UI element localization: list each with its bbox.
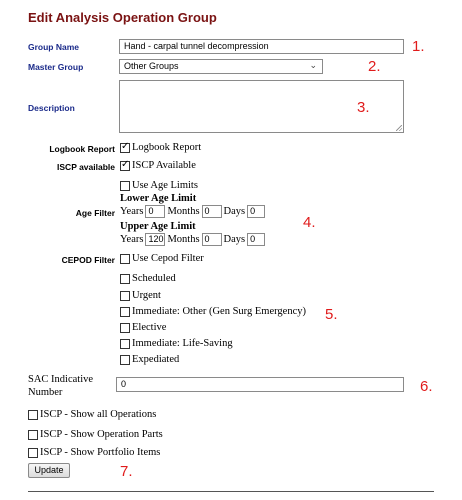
resize-grip-icon[interactable] [396,125,402,131]
group-name-label: Group Name [28,42,80,52]
use-cepod-filter-checkbox[interactable] [120,254,130,264]
iscp-show-portfolio-items-label: ISCP - Show Portfolio Items [40,447,161,458]
master-group-label: Master Group [28,62,84,72]
cepod-scheduled-checkbox[interactable] [120,274,130,284]
master-group-value: Other Groups [124,61,179,71]
iscp-show-all-operations-checkbox[interactable] [28,410,38,420]
cepod-option-immediate-other[interactable] [120,306,306,317]
cepod-option-label: Expediated [132,354,180,365]
cepod-elective-checkbox[interactable] [120,323,130,333]
page-title: Edit Analysis Operation Group [28,10,217,25]
annotation-6: 6. [420,378,433,395]
update-button[interactable]: Update [28,463,70,478]
use-age-limits-row[interactable] [120,180,198,191]
cepod-option-label: Elective [132,322,167,333]
iscp-show-operation-parts-row[interactable] [28,429,163,440]
sac-label-line2: Number [28,387,63,398]
iscp-available-checkbox[interactable] [120,161,130,171]
sac-label-line1: SAC Indicative [28,374,94,385]
annotation-5: 5. [325,306,338,323]
lower-days-input[interactable]: 0 [247,205,265,218]
iscp-show-operation-parts-checkbox[interactable] [28,430,38,440]
cepod-option-elective[interactable] [120,322,166,333]
bottom-divider [28,491,434,492]
upper-age-row [120,233,265,246]
master-group-select[interactable] [119,59,323,74]
use-age-limits-checkbox[interactable] [120,181,130,191]
upper-days-input[interactable]: 0 [247,233,265,246]
iscp-show-all-operations-label: ISCP - Show all Operations [40,409,157,420]
use-cepod-filter-row[interactable] [120,253,204,264]
lower-months-label: Months [167,206,200,217]
cepod-option-label: Immediate: Life-Saving [132,338,233,349]
upper-age-limit-title: Upper Age Limit [120,221,196,232]
description-label: Description [28,103,75,113]
cepod-option-label: Urgent [132,290,161,301]
logbook-report-checkbox[interactable] [120,143,130,153]
iscp-show-portfolio-items-checkbox[interactable] [28,448,38,458]
use-cepod-filter-label: Use Cepod Filter [132,253,204,264]
iscp-available-checkbox-label: ISCP Available [132,160,196,171]
annotation-7: 7. [120,463,133,480]
cepod-option-label: Scheduled [132,273,176,284]
group-name-input[interactable]: Hand - carpal tunnel decompression [119,39,404,54]
annotation-3: 3. [357,99,370,116]
lower-years-input[interactable]: 0 [145,205,165,218]
cepod-option-urgent[interactable] [120,290,161,301]
cepod-immediate-other-checkbox[interactable] [120,307,130,317]
use-age-limits-label: Use Age Limits [132,180,198,191]
logbook-report-checkbox-label: Logbook Report [132,142,202,153]
cepod-life-saving-checkbox[interactable] [120,339,130,349]
lower-days-label: Days [223,206,246,217]
lower-age-limit-title: Lower Age Limit [120,193,197,204]
age-filter-label: Age Filter [75,208,115,218]
iscp-show-operation-parts-label: ISCP - Show Operation Parts [40,429,163,440]
logbook-report-label: Logbook Report [49,144,115,154]
cepod-option-immediate-life-saving[interactable] [120,338,233,349]
chevron-down-icon: ⌄ [309,60,317,70]
logbook-report-checkbox-row[interactable] [120,142,201,153]
lower-years-label: Years [120,206,144,217]
annotation-1: 1. [412,38,425,55]
sac-indicative-number-input[interactable]: 0 [116,377,404,392]
upper-years-input[interactable]: 120 [145,233,165,246]
upper-months-input[interactable]: 0 [202,233,222,246]
annotation-4: 4. [303,214,316,231]
upper-months-label: Months [167,234,200,245]
cepod-filter-label: CEPOD Filter [61,255,115,265]
lower-age-row [120,205,265,218]
iscp-available-label: ISCP available [57,162,115,172]
iscp-show-portfolio-items-row[interactable] [28,447,160,458]
cepod-option-label: Immediate: Other (Gen Surg Emergency) [132,306,306,317]
cepod-option-scheduled[interactable] [120,273,176,284]
cepod-option-expediated[interactable] [120,354,179,365]
upper-days-label: Days [223,234,246,245]
iscp-show-all-operations-row[interactable] [28,409,156,420]
cepod-expediated-checkbox[interactable] [120,355,130,365]
iscp-available-checkbox-row[interactable] [120,160,196,171]
annotation-2: 2. [368,58,381,75]
cepod-urgent-checkbox[interactable] [120,291,130,301]
upper-years-label: Years [120,234,144,245]
lower-months-input[interactable]: 0 [202,205,222,218]
